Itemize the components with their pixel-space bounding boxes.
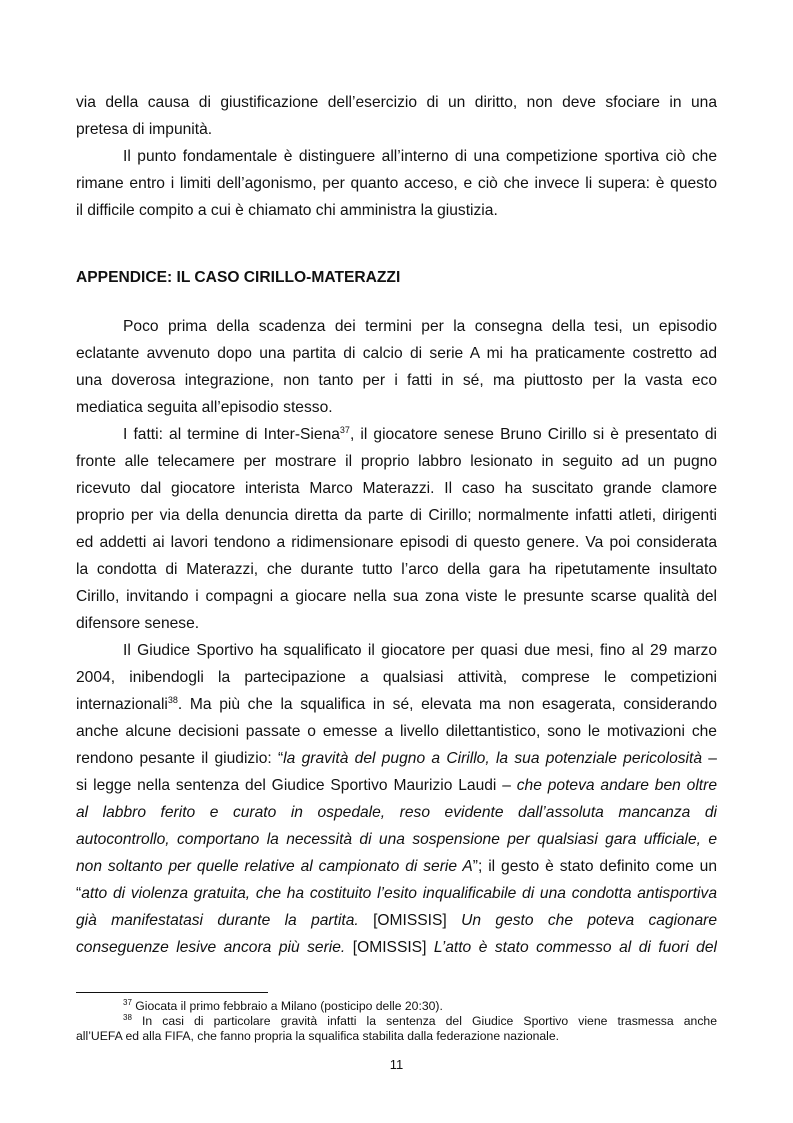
footnote-ref: 38 [167, 695, 178, 705]
paragraph [76, 421, 717, 637]
text-line: Poco prima della scadenza dei termini per la consegna della tesi, un episodio [123, 318, 717, 335]
footnote-text: In casi di particolare gravità infatti la sentenza del Giudice Sportivo viene trasmessa anche [131, 1014, 717, 1028]
text-line [76, 853, 717, 880]
text-span: internazionali [76, 696, 168, 713]
text-line [76, 826, 717, 853]
page-number: 11 [389, 1057, 404, 1072]
text-line: Cirillo, invitando i compagni a giocare nella sua zona viste le presunte scarse qualità del [76, 588, 717, 605]
text-span: , il giocatore senese Bruno Cirillo si è presentato di [349, 426, 717, 443]
text-line: 2004, inibendogli la partecipazione a qualsiasi attività, comprese le competizioni [76, 669, 717, 686]
footnote-37 [76, 999, 717, 1014]
footnote-separator [76, 992, 268, 993]
body-text [76, 89, 717, 961]
text-line [76, 421, 717, 448]
footnote-38 [76, 1014, 717, 1029]
quote-span: non soltanto per quelle relative al campionato di serie A [76, 858, 473, 875]
footnote-number: 38 [123, 1014, 132, 1022]
quote-span: atto di violenza gratuita, che ha costituito l’esito inqualificabile di una condotta antisportiva [81, 885, 717, 902]
paragraph [76, 313, 717, 421]
footnote-ref: 37 [339, 425, 350, 435]
text-span: “ [76, 885, 82, 902]
text-line: mediatica seguita all’episodio stesso. [76, 399, 333, 416]
quote-span: autocontrollo, comportano la necessità di una sospensione per qualsiasi gara ufficiale, e [76, 831, 717, 848]
quote-span: al labbro ferito e curato in ospedale, reso evidente dall’assoluta mancanza di [76, 804, 717, 821]
text-span: si legge nella sentenza del Giudice Sportivo Maurizio Laudi – [76, 777, 517, 794]
text-line [76, 745, 717, 772]
quote-span: Un gesto che poteva cagionare [461, 912, 717, 929]
text-line: difensore senese. [76, 615, 200, 632]
text-line: via della causa di giustificazione dell’esercizio di un diritto, non deve sfociare in una [76, 94, 717, 111]
quote-span: che poteva andare ben oltre [516, 777, 717, 794]
text-span: – [702, 750, 717, 767]
text-line: ed addetti ai lavori tendono a ridimensionare episodi di questo genere. Va poi considerata [76, 534, 717, 551]
text-span: [OMISSIS] [345, 939, 434, 956]
quote-span: la gravità del pugno a Cirillo, la sua potenziale pericolosità [283, 750, 703, 767]
text-line [76, 691, 717, 718]
text-line: Il punto fondamentale è distinguere all’interno di una competizione sportiva ciò che [123, 148, 717, 165]
footnote-number: 37 [123, 999, 132, 1007]
text-span: . Ma più che la squalifica in sé, elevata ma non esagerata, considerando [177, 696, 717, 713]
text-line: Il Giudice Sportivo ha squalificato il giocatore per quasi due mesi, fino al 29 marzo [123, 642, 717, 659]
text-line: eclatante avvenuto dopo una partita di calcio di serie A mi ha praticamente costretto ad [76, 345, 717, 362]
text-line: ricevuto dal giocatore interista Marco Materazzi. Il caso ha suscitato grande clamore [76, 480, 717, 497]
quote-span: conseguenze lesive ancora più serie. [76, 939, 346, 956]
text-line [76, 799, 717, 826]
text-line [76, 772, 717, 799]
text-line [76, 880, 717, 907]
quote-span: già manifestatasi durante la partita. [76, 912, 359, 929]
footnotes [76, 999, 717, 1044]
section-heading: APPENDICE: IL CASO CIRILLO-MATERAZZI [76, 269, 401, 286]
text-line [76, 934, 717, 961]
footnote-38-continued: all’UEFA ed alla FIFA, che fanno propria la squalifica stabilita dalla federazione nazionale. [76, 1029, 560, 1043]
text-span: ”; il gesto è stato definito come un [472, 858, 717, 875]
text-span: [OMISSIS] [358, 912, 462, 929]
footnote-text: Giocata il primo febbraio a Milano (posticipo delle 20:30). [131, 999, 443, 1013]
paragraph [76, 637, 717, 961]
paragraph [76, 89, 717, 143]
text-line: il difficile compito a cui è chiamato chi amministra la giustizia. [76, 202, 498, 219]
text-line: anche alcune decisioni passate o emesse a livello dilettantistico, sono le motivazioni che [76, 723, 717, 740]
text-line: rimane entro i limiti dell’agonismo, per quanto acceso, e ciò che invece li supera: è questo [76, 175, 717, 192]
quote-span: L’atto è stato commesso al di fuori del [433, 939, 717, 956]
text-line: la condotta di Materazzi, che durante tutto l’arco della gara ha ripetutamente insultato [76, 561, 717, 578]
paragraph [76, 143, 717, 224]
text-line: una doverosa integrazione, non tanto per i fatti in sé, ma piuttosto per la vasta eco [76, 372, 717, 389]
text-line: fronte alle telecamere per mostrare il proprio labbro lesionato in seguito ad un pugno [76, 453, 717, 470]
text-line [76, 907, 717, 934]
text-line: pretesa di impunità. [76, 121, 213, 138]
text-span: I fatti: al termine di Inter-Siena [123, 426, 340, 443]
text-line: proprio per via della denuncia diretta da parte di Cirillo; normalmente infatti atleti, dirigenti [76, 507, 717, 524]
text-span: rendono pesante il giudizio: “ [76, 750, 284, 767]
